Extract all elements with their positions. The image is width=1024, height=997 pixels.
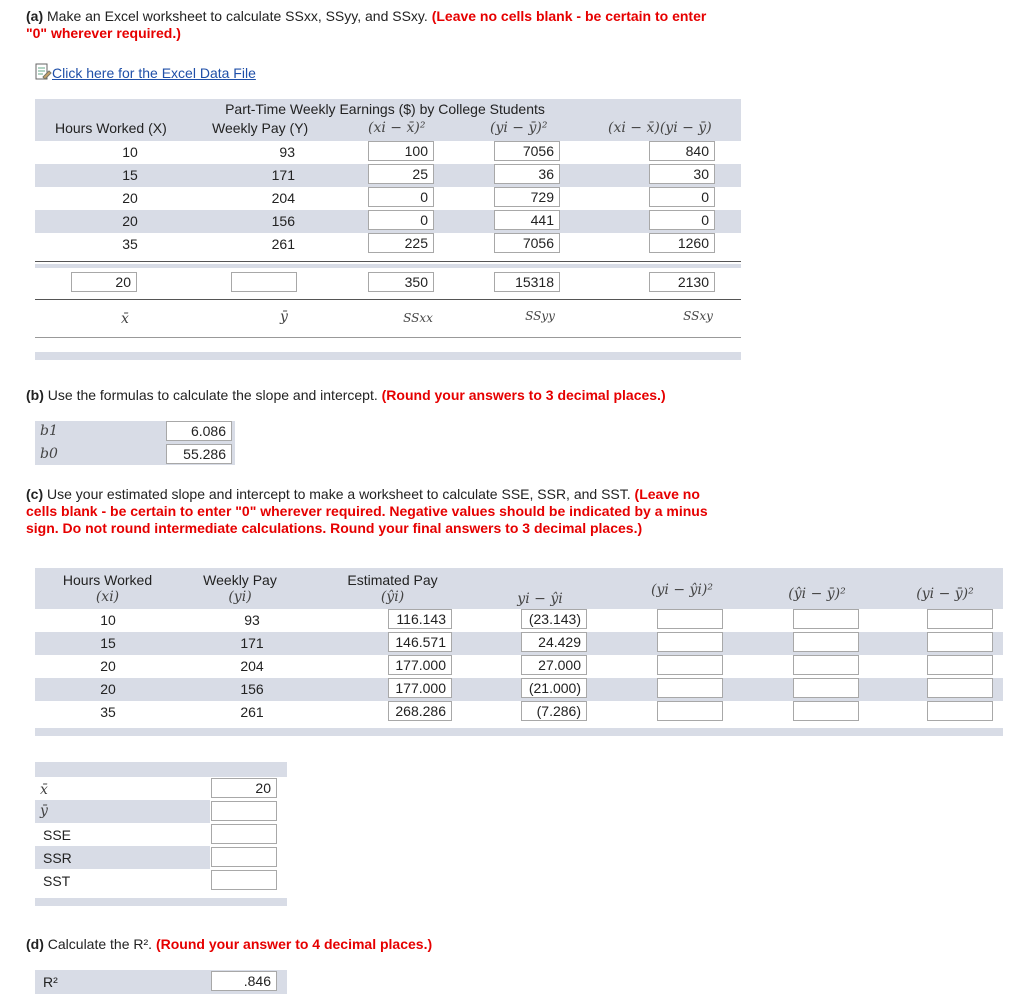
x-value: 35	[100, 704, 116, 720]
footer-ssxx: SSxx	[403, 311, 433, 325]
ssxx-input[interactable]: 350	[368, 272, 434, 292]
estimated-pay-input[interactable]: 268.286	[388, 701, 452, 721]
summary-sst-input[interactable]	[211, 870, 277, 890]
header-y-dev-sq: (yi − ȳ)²	[916, 586, 974, 602]
y-dev-sq-input[interactable]	[927, 701, 993, 721]
x-value: 15	[100, 635, 116, 651]
summary-xbar-label: x̄	[40, 782, 48, 798]
excel-data-link-text[interactable]: Click here for the Excel Data File	[52, 65, 256, 81]
part-b-label: (b)	[26, 387, 44, 403]
y-value: 93	[279, 144, 295, 160]
xdev-sq-input[interactable]: 25	[368, 164, 434, 184]
y-value: 171	[271, 167, 295, 183]
y-value: 261	[271, 236, 295, 252]
ydev-sq-input[interactable]: 441	[494, 210, 560, 230]
part-d-instruction: (Round your answer to 4 decimal places.)	[155, 936, 433, 952]
xy-product-input[interactable]: 1260	[649, 233, 715, 253]
yhat-dev-sq-input[interactable]	[793, 655, 859, 675]
estimated-pay-input[interactable]: 116.143	[388, 609, 452, 629]
x-value: 20	[100, 658, 116, 674]
ssxy-input[interactable]: 2130	[649, 272, 715, 292]
divider	[35, 299, 741, 300]
header-residual-sq: (yi − ŷi)²	[651, 582, 713, 598]
footer-ybar: ȳ	[280, 309, 288, 325]
header-weekly-pay-c: Weekly Pay	[203, 572, 277, 588]
y-value: 261	[240, 704, 264, 720]
yhat-dev-sq-input[interactable]	[793, 678, 859, 698]
estimated-pay-input[interactable]: 177.000	[388, 655, 452, 675]
xy-product-input[interactable]: 840	[649, 141, 715, 161]
part-c-label: (c)	[26, 486, 44, 502]
y-value: 204	[240, 658, 264, 674]
header-hours-worked-c: Hours Worked	[62, 572, 153, 588]
part-b-instruction: (Round your answers to 3 decimal places.)	[381, 387, 666, 403]
part-c-instruction: (Leave no cells blank - be certain to enter "0" wherever required. Negative values should be indicated by a minus sign. Do not round intermediate calculations. Round your final answers to 3 decimal places.)	[26, 486, 708, 536]
residual-input[interactable]: (7.286)	[521, 701, 587, 721]
summary-row-band	[35, 800, 210, 823]
x-value: 10	[122, 144, 138, 160]
xy-product-input[interactable]: 0	[649, 210, 715, 230]
xdev-sq-input[interactable]: 0	[368, 210, 434, 230]
x-value: 35	[122, 236, 138, 252]
residual-input[interactable]: 27.000	[521, 655, 587, 675]
xy-product-input[interactable]: 0	[649, 187, 715, 207]
summary-sst-label: SST	[43, 873, 71, 889]
ydev-sq-input[interactable]: 729	[494, 187, 560, 207]
residual-sq-input[interactable]	[657, 678, 723, 698]
residual-sq-input[interactable]	[657, 701, 723, 721]
header-residual: yi − ŷi	[517, 591, 563, 607]
x-value: 20	[122, 190, 138, 206]
part-b-question	[26, 387, 746, 404]
divider	[35, 337, 741, 338]
x-value: 20	[100, 681, 116, 697]
part-a-label: (a)	[26, 8, 44, 24]
ybar-input[interactable]	[231, 272, 297, 292]
excel-data-link[interactable]	[34, 63, 256, 84]
b0-input[interactable]: 55.286	[166, 444, 232, 464]
residual-input[interactable]: (21.000)	[521, 678, 587, 698]
xy-product-input[interactable]: 30	[649, 164, 715, 184]
header-ydev-sq: (yi − ȳ)²	[490, 120, 548, 136]
summary-bottom-band	[35, 898, 287, 906]
header-estimated-pay: Estimated Pay	[347, 572, 438, 588]
summary-xbar-input[interactable]: 20	[211, 778, 277, 798]
header-weekly-pay: Weekly Pay (Y)	[212, 120, 309, 136]
summary-ssr-label: SSR	[43, 850, 72, 866]
header-yi: (yi)	[228, 589, 252, 605]
summary-header-band	[35, 762, 287, 777]
table-c-bottom-band	[35, 728, 1003, 736]
yhat-dev-sq-input[interactable]	[793, 701, 859, 721]
footer-ssyy: SSyy	[525, 309, 555, 323]
summary-ssr-input[interactable]	[211, 847, 277, 867]
header-xy-product: (xi − x̄)(yi − ȳ)	[608, 120, 712, 136]
residual-sq-input[interactable]	[657, 609, 723, 629]
file-icon	[34, 63, 52, 84]
xbar-input[interactable]: 20	[71, 272, 137, 292]
estimated-pay-input[interactable]: 146.571	[388, 632, 452, 652]
ydev-sq-input[interactable]: 36	[494, 164, 560, 184]
part-c-question	[26, 486, 726, 537]
xdev-sq-input[interactable]: 0	[368, 187, 434, 207]
summary-ybar-label: ȳ	[40, 803, 48, 819]
residual-input[interactable]: (23.143)	[521, 609, 587, 629]
xdev-sq-input[interactable]: 225	[368, 233, 434, 253]
table-a-title: Part-Time Weekly Earnings ($) by College Students	[225, 101, 545, 117]
y-dev-sq-input[interactable]	[927, 655, 993, 675]
part-d-text: Calculate the R².	[47, 936, 153, 952]
residual-sq-input[interactable]	[657, 632, 723, 652]
divider	[35, 261, 741, 262]
residual-sq-input[interactable]	[657, 655, 723, 675]
y-value: 171	[240, 635, 264, 651]
divider-band	[35, 352, 741, 360]
header-hours-worked: Hours Worked (X)	[55, 120, 167, 136]
ydev-sq-input[interactable]: 7056	[494, 233, 560, 253]
r2-label: R²	[43, 974, 58, 990]
summary-sse-input[interactable]	[211, 824, 277, 844]
part-a-ss-list: SSxx, SSyy, and SSxy.	[285, 8, 428, 24]
b1-input[interactable]: 6.086	[166, 421, 232, 441]
part-b-text: Use the formulas to calculate the slope and intercept.	[47, 387, 378, 403]
y-dev-sq-input[interactable]	[927, 678, 993, 698]
header-yhat-dev-sq: (ŷi − ȳ)²	[788, 586, 846, 602]
part-a-question	[26, 8, 716, 42]
x-value: 20	[122, 213, 138, 229]
part-a-text: Make an Excel worksheet to calculate	[47, 8, 286, 24]
y-dev-sq-input[interactable]	[927, 632, 993, 652]
part-a-instruction: (Leave no cells blank - be certain to enter "0" wherever required.)	[26, 8, 707, 41]
summary-ybar-input[interactable]	[211, 801, 277, 821]
r2-input[interactable]: .846	[211, 971, 277, 991]
y-dev-sq-input[interactable]	[927, 609, 993, 629]
ssyy-input[interactable]: 15318	[494, 272, 560, 292]
x-value: 15	[122, 167, 138, 183]
yhat-dev-sq-input[interactable]	[793, 632, 859, 652]
yhat-dev-sq-input[interactable]	[793, 609, 859, 629]
b1-label: b1	[40, 423, 58, 439]
summary-sse-label: SSE	[43, 827, 72, 843]
part-c-text: Use your estimated slope and intercept to make a worksheet to calculate SSE, SSR, and SST.	[47, 486, 631, 502]
part-d-label: (d)	[26, 936, 44, 952]
part-d-question	[26, 936, 746, 953]
residual-input[interactable]: 24.429	[521, 632, 587, 652]
estimated-pay-input[interactable]: 177.000	[388, 678, 452, 698]
x-value: 10	[100, 612, 116, 628]
divider-band	[35, 264, 741, 268]
header-yhat: (ŷi)	[380, 589, 405, 605]
xdev-sq-input[interactable]: 100	[368, 141, 434, 161]
footer-xbar: x̄	[121, 311, 129, 327]
y-value: 156	[240, 681, 264, 697]
b0-label: b0	[40, 446, 58, 462]
y-value: 204	[271, 190, 295, 206]
header-xdev-sq: (xi − x̄)²	[368, 120, 426, 136]
ydev-sq-input[interactable]: 7056	[494, 141, 560, 161]
header-xi: (xi)	[95, 589, 120, 605]
y-value: 156	[271, 213, 295, 229]
footer-ssxy: SSxy	[683, 309, 713, 323]
y-value: 93	[244, 612, 260, 628]
